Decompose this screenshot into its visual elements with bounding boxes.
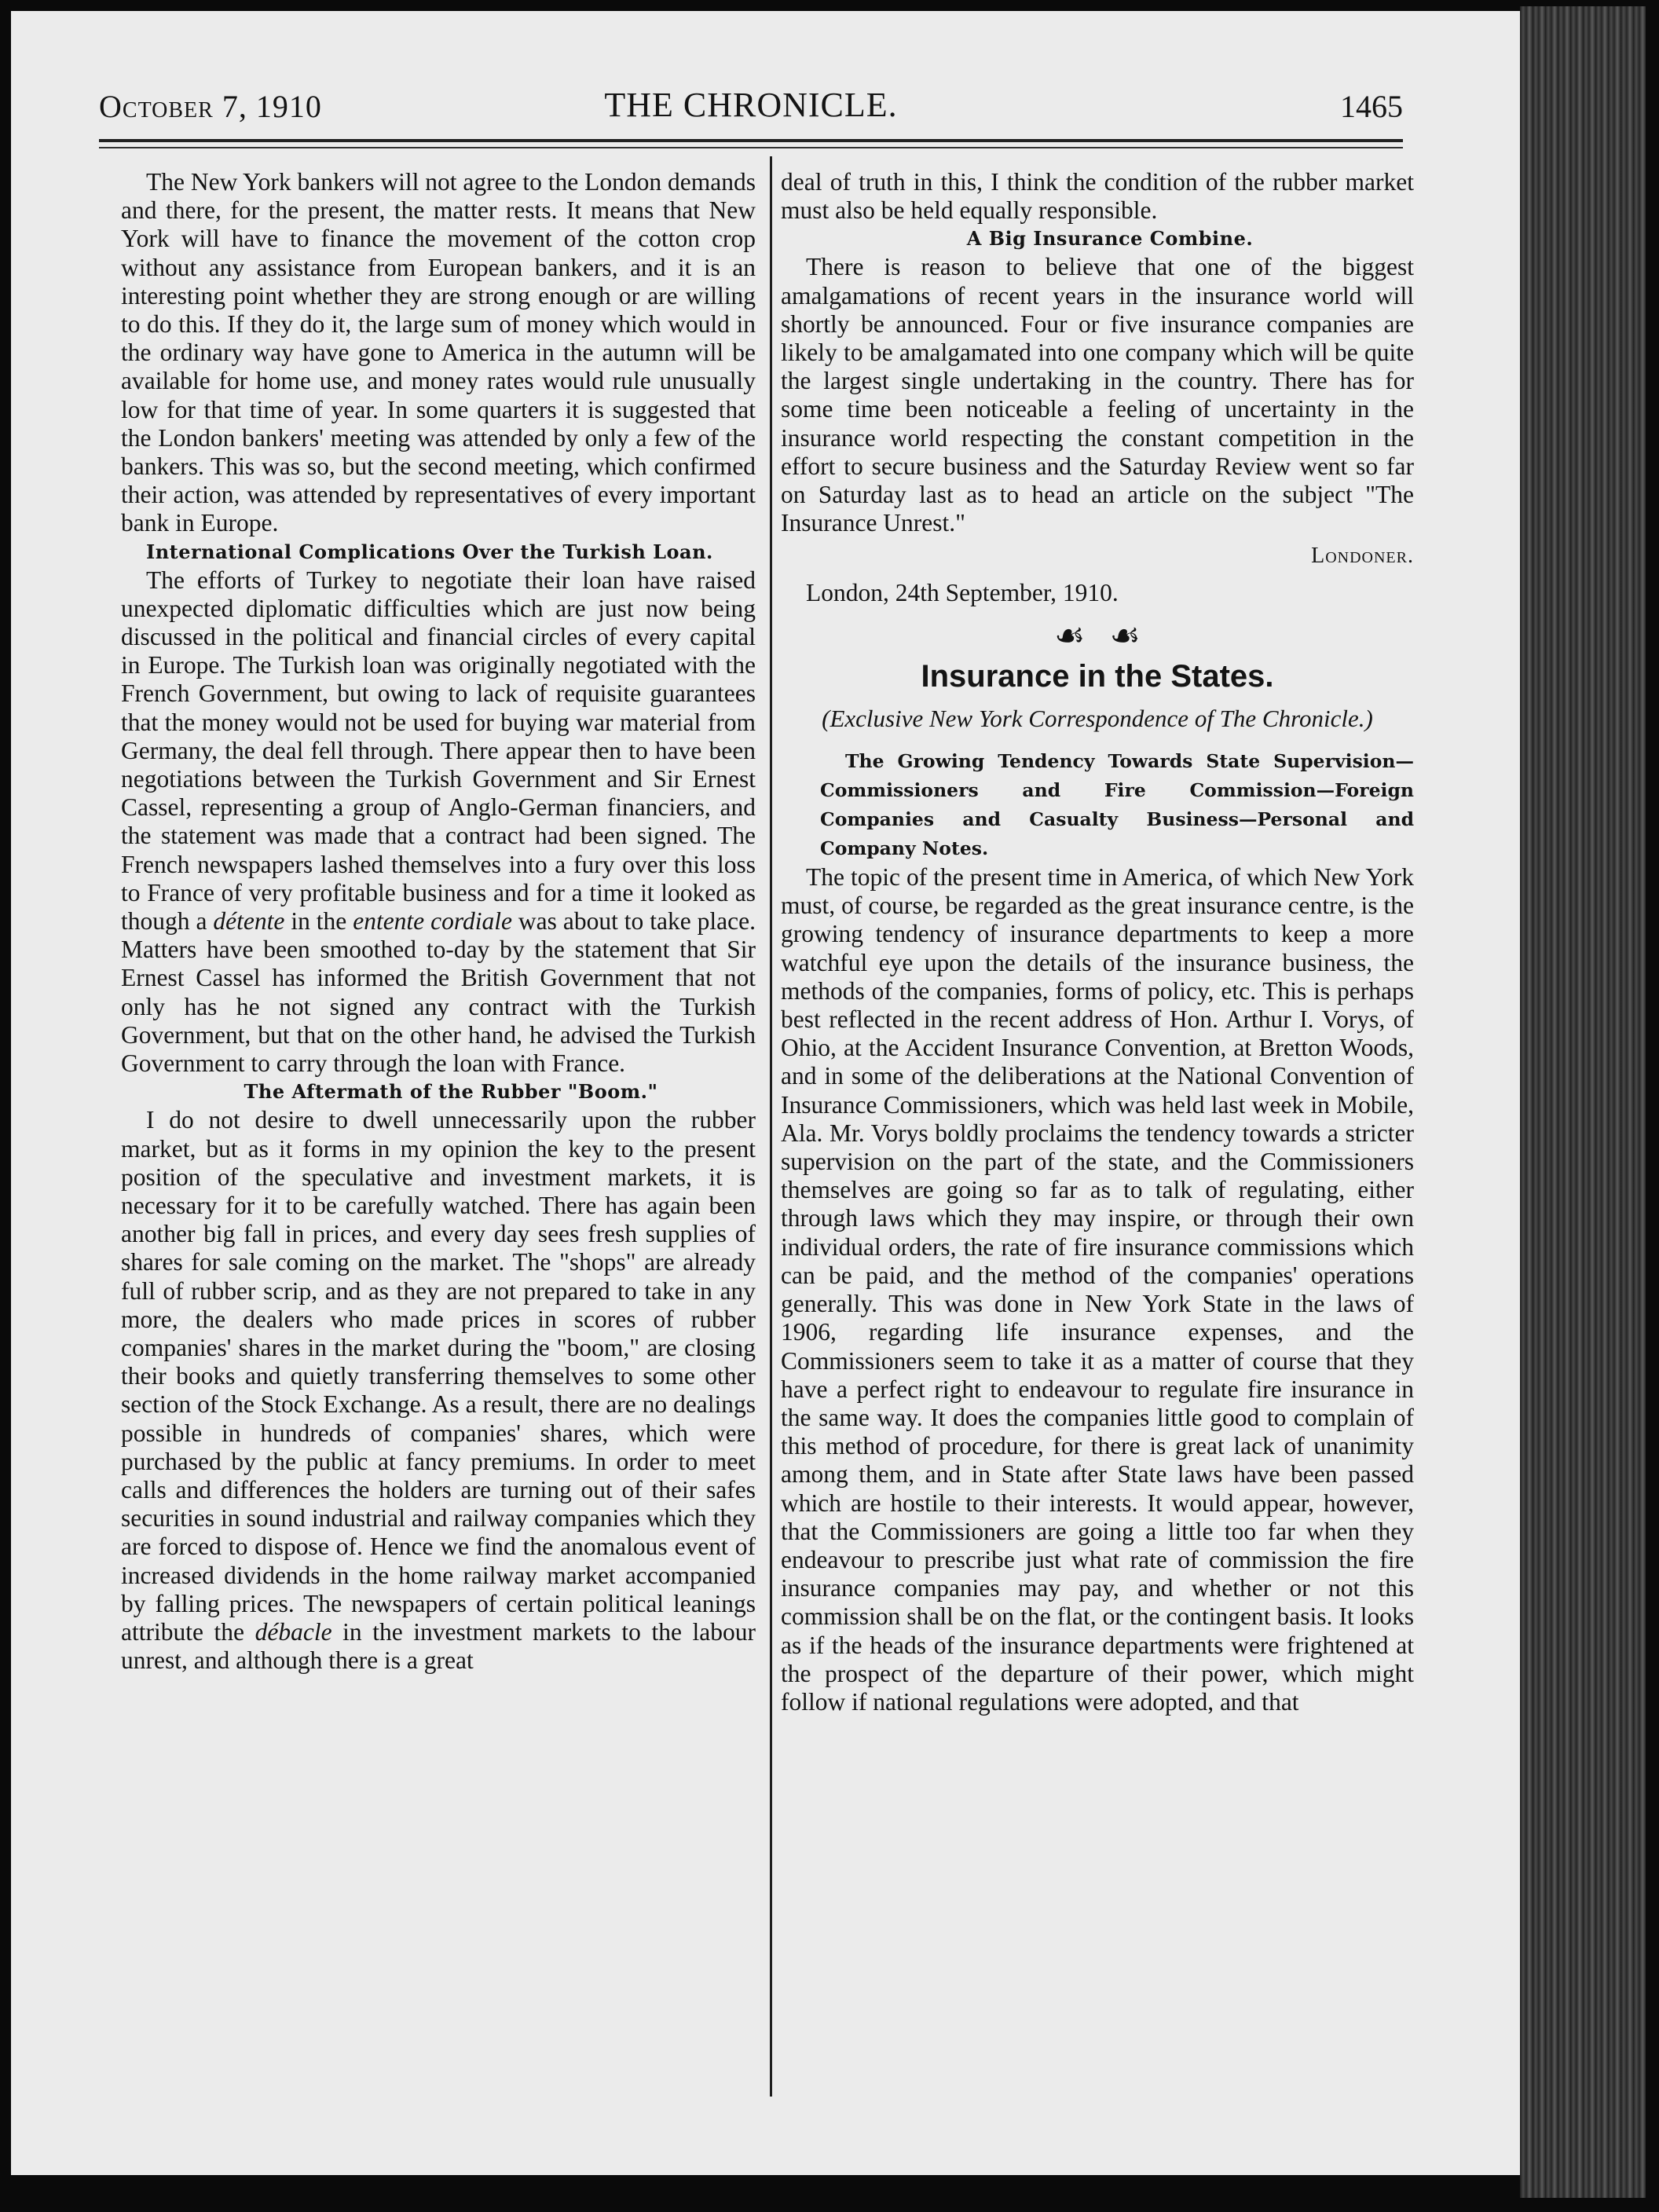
publication-title: THE CHRONICLE. (604, 86, 898, 124)
text-run: in the investment markets to the labour unrest, and although there is a great (121, 1617, 756, 1675)
column-divider (770, 156, 772, 2097)
text-run: was about to take place. Matters have been smoothed to-day by the statement that Sir Ernest Cassel has informed the British Government that not only has he not signed any contract with the Turkish Government, but that on the other hand, he advised the Turkish Government to carry through the loan with France. (121, 907, 756, 1078)
article-byline: (Exclusive New York Correspondence of The Chronicle.) (822, 705, 1373, 733)
heading-turkish-loan: International Complications Over the Turkish Loan. (146, 540, 713, 563)
issue-date: October 7, 1910 (99, 89, 322, 124)
paragraph-insurance-combine: There is reason to believe that one of the biggest amalgamations of recent years in the insurance world will shortly be announced. Four or five insurance companies are likely to be amalgamated into one company which will be quite the largest single undertaking in the country. There has for some time been noticeable a feeling of uncertainty in the insurance world respecting the constant competition in the effort to secure business and the Saturday Review went so far on Saturday last as to head an article on the subject "The Insurance Unrest." (781, 253, 1414, 537)
header-rule-thin (99, 147, 1403, 148)
section-ornament (781, 615, 1414, 657)
heading-rubber-boom: The Aftermath of the Rubber "Boom." (244, 1080, 658, 1104)
book-binding-edge (1520, 6, 1646, 2198)
paragraph-turkish-loan (121, 566, 756, 1079)
right-column (781, 168, 1414, 1716)
newspaper-page (11, 11, 1531, 2175)
header-rule-thick (99, 139, 1403, 142)
paragraph-rubber-boom (121, 1106, 756, 1675)
author-signature: Londoner. (1311, 544, 1414, 569)
text-run: I do not desire to dwell unnecessarily upon the rubber market, but as it forms in my opinion the key to the present position of the speculative and investment markets, it is necessary for it to be carefully watched. There has again been another big fall in prices, and every day sees fresh supplies of shares for sale coming on the market. The "shops" are already full of rubber scrip, and as they are not prepared to take in any more, the dealers who made prices in scores of rubber companies' shares in the market during the "boom," are closing their books and quietly transferring themselves to some other section of the Stock Exchange. As a result, there are no dealings possible in hundreds of companies' shares, which were purchased by the public at fancy premiums. In order to meet calls and differences the holders are turning out of their safes securities in sound industrial and railway companies which they are forced to dispose of. Hence we find the anomalous event of increased dividends in the home railway market accompanied by falling prices. The newspapers of certain political leanings attribute the (121, 1106, 756, 1646)
paragraph-insurance-states: The topic of the present time in America, of which New York must, of course, be regarded as the great insurance centre, is the growing tendency of insurance departments to keep a more watchful eye upon the details of the insurance business, the methods of the companies, forms of policy, etc. This is perhaps best reflected in the recent address of Hon. Arthur I. Vorys, of Ohio, at the Accident Insurance Convention, at Bretton Woods, and in some of the deliberations at the National Convention of Insurance Commissioners, which was held last week in Mobile, Ala. Mr. Vorys boldly proclaims the tendency towards a stricter supervision on the part of the state, and the Commissioners themselves are going so far as to talk of regulating, either through laws which they may inspire, or through their own individual orders, the rate of fire insurance commissions which can be paid, and the method of the companies' operations generally. This was done in New York State in the laws of 1906, regarding life insurance expenses, and the Commissioners seem to take it as a matter of course that they have a perfect right to endeavour to regulate fire insurance in the same way. It does the companies little good to complain of this method of procedure, for there is great lack of unanimity among them, and in State after State laws have been passed which are hostile to their interests. It would appear, however, that the Commissioners are going a little too far when they endeavour to prescribe just what rate of commission the fire insurance companies may pay, and whether or not this commission shall be on the flat, or the contingent basis. It looks as if the heads of the insurance departments were frightened at the prospect of the departure of their power, which might follow if national regulations were adopted, and that (781, 863, 1414, 1716)
text-run: The efforts of Turkey to negotiate their loan have raised unexpected diplomatic difficulties which are just now being discussed in the political and financial circles of every capital in Europe. The Turkish loan was originally negotiated with the French Government, but owing to lack of requisite guarantees that the money would not be used for buying war material from Germany, the deal fell through. There appear then to have been negotiations between the Turkish Government and Sir Ernest Cassel, representing a group of Anglo-German financiers, and the statement was made that a contract had been signed. The French newspapers lashed themselves into a fury over this loss to France of very profitable business and for a time it looked as though a (121, 566, 756, 936)
heading-insurance-combine: A Big Insurance Combine. (966, 227, 1254, 251)
italic-detente: détente (213, 907, 285, 936)
article-synopsis: The Growing Tendency Towards State Supervision—Commissioners and Fire Commission—Foreign Companies and Casualty Business—Personal and Company Notes. (820, 750, 1414, 860)
paragraph-continuation: deal of truth in this, I think the condition of the rubber market must also be held equally responsible. (781, 168, 1414, 225)
left-column (121, 168, 756, 1675)
dateline: London, 24th September, 1910. (806, 578, 1119, 606)
article-title: Insurance in the States. (921, 658, 1274, 694)
ornament-glyph: ☙ (1054, 616, 1086, 655)
paragraph-new-york-bankers: The New York bankers will not agree to the London demands and there, for the present, the matter rests. It means that New York will have to finance the movement of the cotton crop without any assistance from European bankers, and it is an interesting point whether they are strong enough or are willing to do this. If they do it, the large sum of money which would in the ordinary way have gone to America in the autumn will be available for home use, and money rates would rule unusually low for that time of year. In some quarters it is suggested that the London bankers' meeting was attended by only a few of the bankers. This was so, but the second meeting, which confirmed their action, was attended by representatives of every important bank in Europe. (121, 168, 756, 537)
text-run: in the (284, 907, 353, 936)
italic-entente-cordiale: entente cordiale (353, 907, 512, 936)
page-header (99, 66, 1403, 137)
italic-debacle: débacle (255, 1617, 332, 1646)
page-number: 1465 (1340, 89, 1403, 124)
ornament-glyph: ☙ (1109, 616, 1141, 655)
